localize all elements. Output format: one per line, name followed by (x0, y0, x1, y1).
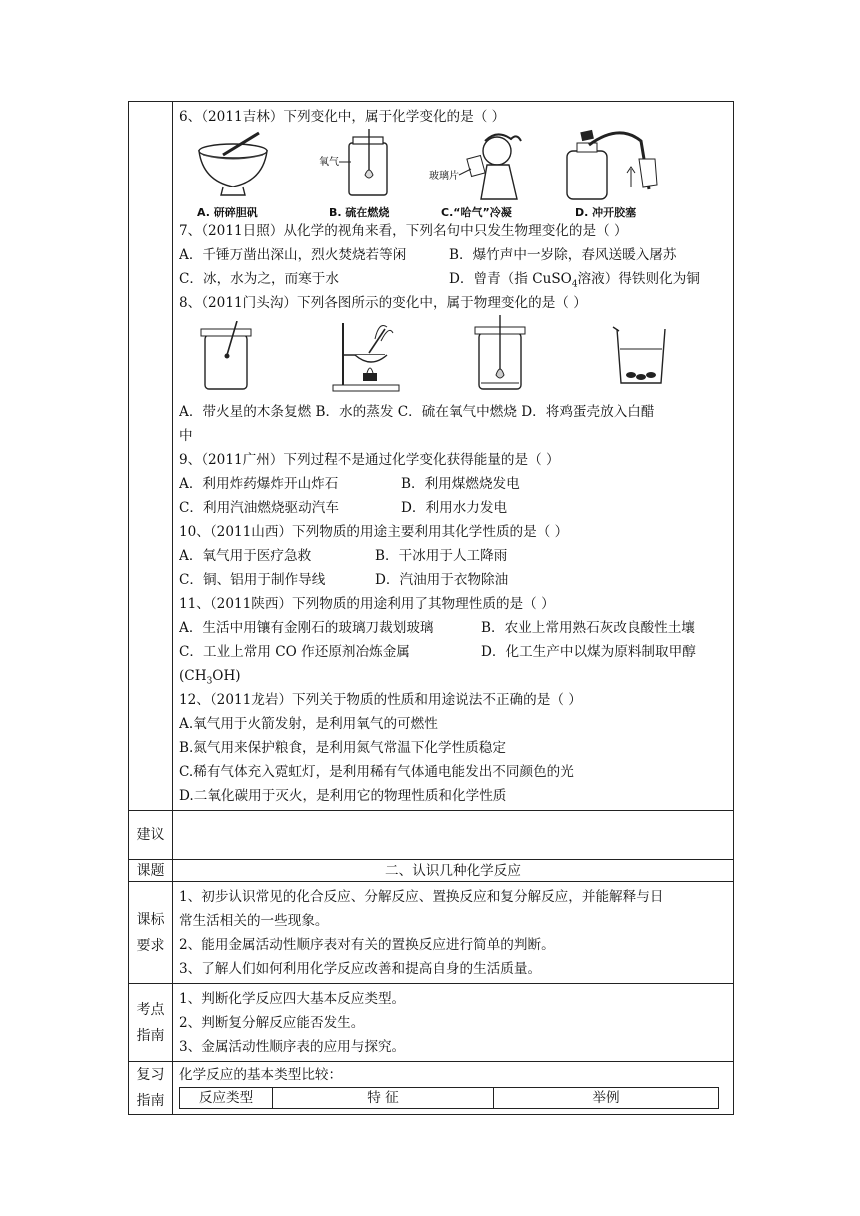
q9-option-a: A．利用炸药爆炸开山炸石 (179, 476, 339, 492)
splint-jar-illustration (197, 321, 257, 393)
topic-value: 二、认识几种化学反应 (173, 860, 734, 882)
q10-option-b: B．干冰用于人工降雨 (375, 548, 508, 564)
q10-stem: 10、（2011山西）下列物质的用途主要利用其化学性质的是（ ） (179, 524, 569, 540)
q11-options-cd (179, 640, 728, 664)
exercise-row (129, 102, 734, 811)
q6-stem: 6、（2011吉林）下列变化中，属于化学变化的是（ ） (179, 109, 506, 125)
sulfur-burning-jar (319, 129, 399, 201)
exam-line: 2、判断复分解反应能否发生。 (179, 1015, 365, 1031)
q7-option-d: D．曾青（指 CuSO$_4$溶液）得铁则化为铜 (449, 271, 700, 290)
standards-label: 课标 要求 (129, 882, 173, 984)
standard-line: 3、了解人们如何利用化学反应改善和提高自身的生活质量。 (179, 961, 542, 977)
exam-points-label: 考点 指南 (129, 984, 173, 1062)
q11-option-b: B．农业上常用熟石灰改良酸性土壤 (481, 620, 695, 636)
exam-points-row (129, 984, 734, 1062)
topic-label: 课题 (129, 860, 173, 882)
header-type: 反应类型 (180, 1088, 273, 1109)
reaction-type-table (179, 1087, 719, 1109)
standard-line: 1、初步认识常见的化合反应、分解反应、置换反应和复分解反应，并能解释与日 (179, 889, 664, 905)
q12-stem: 12、（2011龙岩）下列关于物质的性质和用途说法不正确的是（ ） (179, 692, 582, 708)
exam-points-content (173, 984, 734, 1062)
q9-stem: 9、（2011广州）下列过程不是通过化学变化获得能量的是（ ） (179, 452, 560, 468)
q7-options-cd (179, 267, 728, 291)
header-feature: 特 征 (273, 1088, 494, 1109)
q6-caption-a: A. 研碎胆矾 (197, 206, 258, 219)
q8-stem: 8、（2011门头沟）下列各图所示的变化中，属于物理变化的是（ ） (179, 295, 587, 311)
q11-stem: 11、（2011陕西）下列物质的用途利用了其物理性质的是（ ） (179, 596, 555, 612)
topic-row (129, 860, 734, 882)
standard-line: 常生活相关的一些现象。 (179, 913, 329, 929)
suggestion-content (173, 811, 734, 860)
review-intro: 化学反应的基本类型比较： (179, 1067, 343, 1083)
header-example: 举例 (494, 1088, 719, 1109)
girl-breathing-illustration (429, 129, 539, 201)
q12-option-b: B.氮气用来保护粮食，是利用氮气常温下化学性质稳定 (179, 740, 506, 756)
standards-row (129, 882, 734, 984)
q10-option-d: D．汽油用于衣物除油 (375, 572, 509, 588)
q11-option-a: A．生活中用镶有金刚石的玻璃刀裁划玻璃 (179, 620, 434, 636)
review-row (129, 1062, 734, 1115)
exam-line: 3、金属活动性顺序表的应用与探究。 (179, 1039, 406, 1055)
q7-stem: 7、（2011日照）从化学的视角来看，下列名句中只发生物理变化的是（ ） (179, 223, 628, 239)
standards-content (173, 882, 734, 984)
q6-caption-c: C.“哈气”冷凝 (441, 206, 512, 219)
q10-options-ab (179, 544, 728, 568)
review-label: 复习 指南 (129, 1062, 173, 1115)
suggestion-label: 建议 (129, 811, 173, 860)
q8-options: A．带火星的木条复燃 B．水的蒸发 C．硫在氧气中燃烧 D．将鸡蛋壳放入白醋 (179, 404, 655, 420)
q12-option-a: A.氧气用于火箭发射，是利用氧气的可燃性 (179, 716, 438, 732)
standard-line: 2、能用金属活动性顺序表对有关的置换反应进行简单的判断。 (179, 937, 555, 953)
q6-caption-b: B. 硫在燃烧 (329, 206, 390, 219)
oxygen-label: 氧气 (319, 157, 339, 168)
q11-formula: $(CH_3OH)$ (179, 668, 241, 687)
q11-option-d: D．化工生产中以煤为原料制取甲醇 (481, 644, 696, 660)
review-content (173, 1062, 734, 1115)
reaction-type-header (180, 1088, 719, 1109)
q11-options-ab (179, 616, 728, 640)
q12-option-c: C.稀有气体充入霓虹灯，是利用稀有气体通电能发出不同颜色的光 (179, 764, 574, 780)
q9-options-cd (179, 496, 728, 520)
q10-option-a: A．氧气用于医疗急救 (179, 548, 312, 564)
q9-options-ab (179, 472, 728, 496)
mortar-illustration (193, 129, 273, 201)
q6-caption-d: D. 冲开胶塞 (575, 206, 637, 219)
q7-option-b: B．爆竹声中一岁除，春风送暖入屠苏 (449, 247, 677, 263)
q6-figures (179, 129, 728, 219)
q7-option-c: C．冰，水为之，而寒于水 (179, 271, 339, 287)
q7-option-a: A．千锤万凿出深山，烈火焚烧若等闲 (179, 247, 407, 263)
q8-figures (179, 315, 728, 400)
suggestion-row (129, 811, 734, 860)
exercise-row-label (129, 102, 173, 811)
worksheet-table (128, 101, 734, 1115)
q9-option-b: B．利用煤燃烧发电 (401, 476, 520, 492)
q9-option-c: C．利用汽油燃烧驱动汽车 (179, 500, 339, 516)
exercise-content (173, 102, 734, 811)
q10-option-c: C．铜、铝用于制作导线 (179, 572, 326, 588)
exam-line: 1、判断化学反应四大基本反应类型。 (179, 991, 406, 1007)
q7-options-ab (179, 243, 728, 267)
q11-option-c: C．工业上常用 CO 作还原剂冶炼金属 (179, 644, 410, 660)
q8-options-wrap: 中 (179, 428, 193, 444)
sulfur-oxygen-jar (471, 315, 531, 393)
q12-option-d: D.二氧化碳用于灭火，是利用它的物理性质和化学性质 (179, 788, 507, 804)
beaker-eggshell (611, 323, 671, 389)
stopper-popping-illustration (559, 129, 669, 201)
glass-label: 玻璃片 (429, 171, 459, 182)
q9-option-d: D．利用水力发电 (401, 500, 508, 516)
q10-options-cd (179, 568, 728, 592)
evaporation-apparatus (329, 315, 409, 393)
